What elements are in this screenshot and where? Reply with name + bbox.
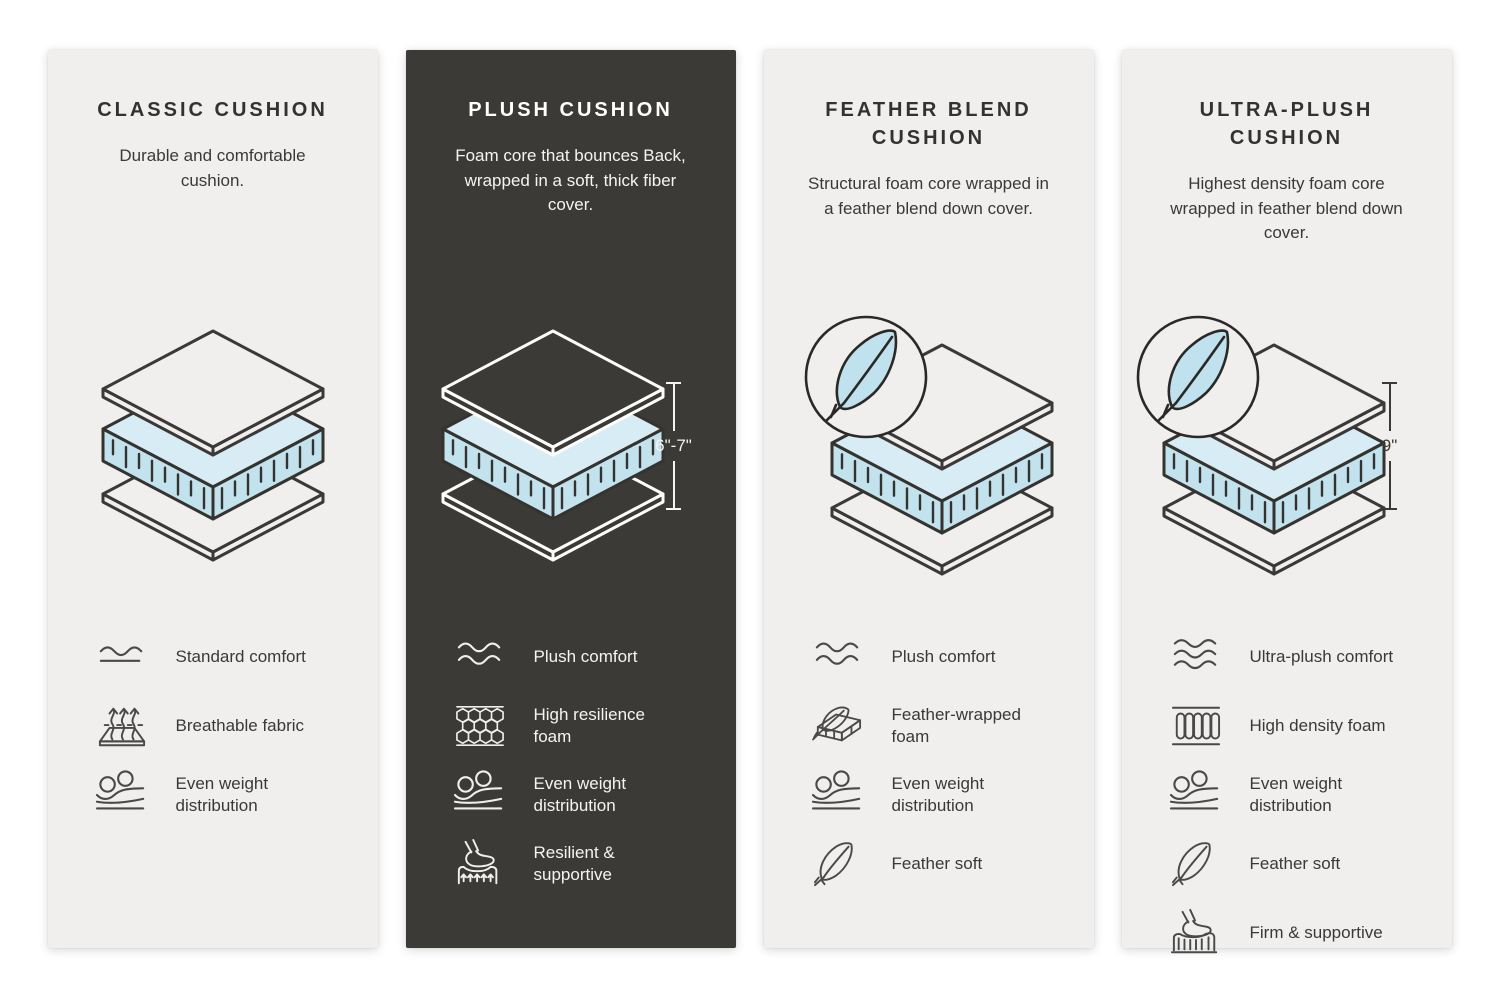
- feature-label: Ultra-plush comfort: [1249, 646, 1394, 666]
- feature-item: [450, 701, 702, 751]
- even-weight-icon: [1166, 770, 1226, 820]
- height-dimension: [646, 382, 702, 510]
- card-title: PLUSH CUSHION: [468, 99, 673, 121]
- feature-list: [1156, 632, 1418, 958]
- even-weight-icon: [808, 770, 868, 820]
- feature-label: Even weight distribution: [533, 773, 627, 815]
- dimension-tick-bottom: [1382, 508, 1397, 510]
- cushion-layers-diagram: [95, 329, 331, 569]
- feather-badge: [806, 317, 926, 437]
- cushion-card-classic: [48, 50, 378, 948]
- card-description: Foam core that bounces Back, wrapped in a soft, thick fiber cover.: [455, 146, 686, 215]
- feature-item: [92, 770, 344, 820]
- cushion-illustration: [440, 294, 702, 604]
- cushion-layers-diagram: [1130, 313, 1392, 585]
- feature-item: [92, 632, 344, 682]
- feature-label: Feather soft: [1249, 853, 1341, 873]
- card-header: [798, 96, 1060, 288]
- cushion-illustration: [798, 294, 1060, 604]
- feather-foam-icon: [808, 701, 868, 751]
- feature-list: [440, 632, 702, 889]
- height-dimension-label: 9": [1381, 436, 1398, 455]
- card-title: CLASSIC CUSHION: [97, 99, 328, 121]
- feature-list: [798, 632, 1060, 889]
- feature-item: [92, 701, 344, 751]
- card-description: Structural foam core wrapped in a feather blend down cover.: [808, 174, 1049, 218]
- height-dimension: [1362, 382, 1418, 510]
- card-header: [440, 96, 702, 288]
- feature-list: [82, 632, 344, 820]
- feature-item: [808, 770, 1060, 820]
- cushion-layers-diagram: [798, 313, 1060, 585]
- feature-label: Breathable fabric: [175, 715, 305, 735]
- feature-label: Plush comfort: [533, 646, 638, 666]
- feature-item: [1166, 632, 1418, 682]
- cushion-illustration: [1156, 294, 1418, 604]
- card-title: FEATHER BLEND CUSHION: [825, 99, 1032, 149]
- dimension-line: [1389, 461, 1391, 508]
- feature-item: [808, 632, 1060, 682]
- feather-icon: [808, 839, 868, 889]
- feature-item: [450, 770, 702, 820]
- cushion-card-plush: [406, 50, 736, 948]
- even-weight-icon: [92, 770, 152, 820]
- feather-badge: [1138, 317, 1258, 437]
- feature-item: [1166, 908, 1418, 958]
- cushion-card-ultra-plush: [1122, 50, 1452, 948]
- feature-item: [1166, 770, 1418, 820]
- height-dimension-label: 6"-7": [655, 436, 692, 455]
- feature-label: Standard comfort: [175, 646, 306, 666]
- dimension-line: [673, 384, 675, 431]
- honeycomb-foam-icon: [450, 701, 510, 751]
- card-title: ULTRA-PLUSH CUSHION: [1199, 99, 1374, 149]
- cushion-layers-diagram: [435, 329, 671, 569]
- feature-label: Feather-wrapped foam: [891, 704, 1021, 746]
- feature-item: [450, 839, 702, 889]
- card-header: [82, 96, 344, 288]
- dimension-line: [673, 461, 675, 508]
- even-weight-icon: [450, 770, 510, 820]
- feature-label: Firm & supportive: [1249, 922, 1383, 942]
- dimension-line: [1389, 384, 1391, 431]
- feature-item: [808, 701, 1060, 751]
- card-description: Durable and comfortable cushion.: [119, 146, 306, 190]
- feature-item: [1166, 839, 1418, 889]
- feather-icon: [1166, 839, 1226, 889]
- breathable-fabric-icon: [92, 701, 152, 751]
- wave-double-icon: [450, 632, 510, 682]
- card-description: Highest density foam core wrapped in feather blend down cover.: [1170, 174, 1403, 243]
- foot-firm-icon: [1166, 908, 1226, 958]
- feature-item: [1166, 701, 1418, 751]
- feature-item: [450, 632, 702, 682]
- feature-item: [808, 839, 1060, 889]
- feature-label: Feather soft: [891, 853, 983, 873]
- feature-label: Even weight distribution: [175, 773, 269, 815]
- foot-arrows-icon: [450, 839, 510, 889]
- feature-label: Even weight distribution: [891, 773, 985, 815]
- wave-single-icon: [92, 632, 152, 682]
- dimension-tick-bottom: [666, 508, 681, 510]
- feature-label: Plush comfort: [891, 646, 996, 666]
- feature-label: Resilient & supportive: [533, 842, 615, 884]
- cushion-illustration: [82, 294, 344, 604]
- capsule-foam-icon: [1166, 701, 1226, 751]
- card-header: [1156, 96, 1418, 288]
- wave-double-icon: [808, 632, 868, 682]
- feature-label: High density foam: [1249, 715, 1386, 735]
- feature-label: Even weight distribution: [1249, 773, 1343, 815]
- feature-label: High resilience foam: [533, 704, 645, 746]
- wave-triple-icon: [1166, 632, 1226, 682]
- cushion-card-feather-blend: [764, 50, 1094, 948]
